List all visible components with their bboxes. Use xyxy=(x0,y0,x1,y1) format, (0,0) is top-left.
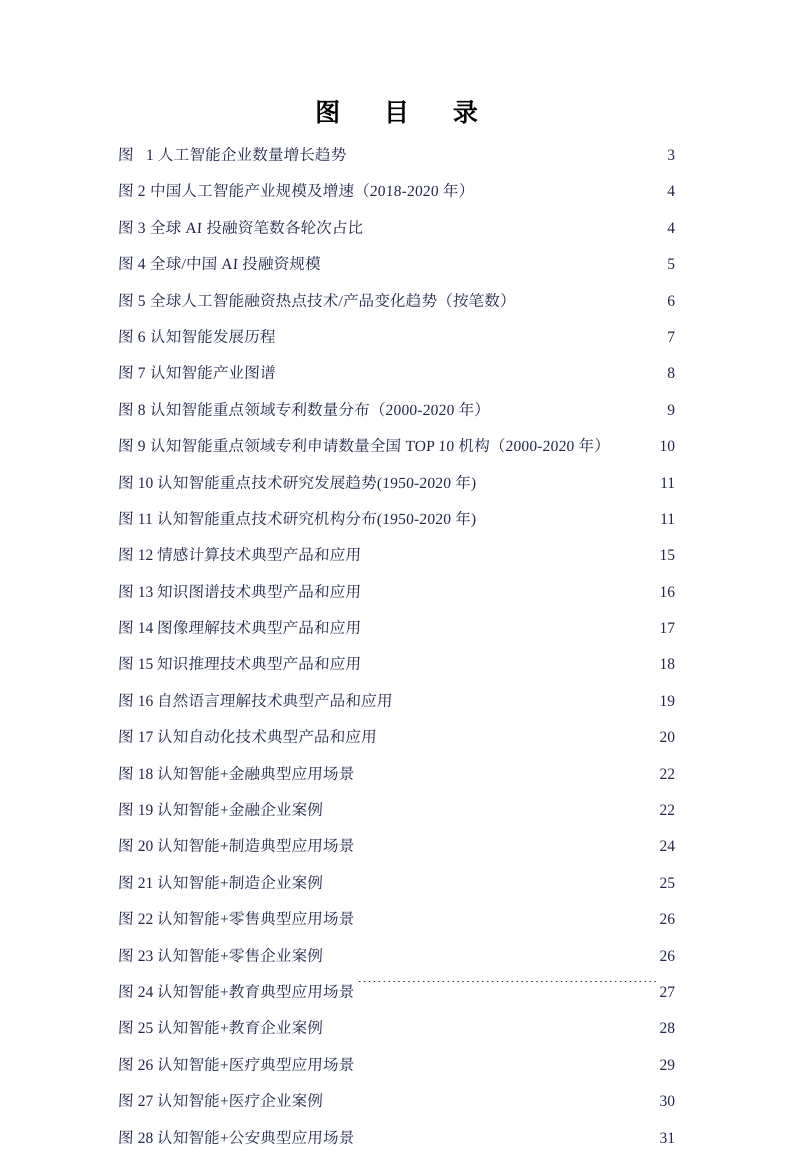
toc-entry-number: 2 xyxy=(137,183,146,201)
toc-entry-title: 认知智能重点领域专利申请数量全国 TOP 10 机构（2000-2020 年） xyxy=(149,438,610,456)
toc-entry-label xyxy=(118,793,323,829)
toc-entry-prefix: 图 xyxy=(118,510,135,528)
page-title: 图 目 录 xyxy=(315,99,488,127)
toc-dot-leader xyxy=(364,581,657,597)
toc-entry-title: 认知智能产业图谱 xyxy=(149,365,276,383)
toc-entry[interactable] xyxy=(118,138,675,174)
toc-entry-title: 认知智能+医疗典型应用场景 xyxy=(156,1056,356,1074)
toc-page-number: 31 xyxy=(659,1129,675,1147)
toc-entry-prefix: 图 xyxy=(118,620,135,638)
toc-entry[interactable] xyxy=(118,247,675,283)
toc-entry-title: 认知智能+公安典型应用场景 xyxy=(156,1129,356,1147)
toc-entry[interactable] xyxy=(118,1121,675,1157)
toc-entry[interactable] xyxy=(118,684,675,720)
toc-entry-prefix: 图 xyxy=(118,1056,135,1074)
toc-page-number: 18 xyxy=(659,656,675,674)
toc-page-number: 28 xyxy=(659,1020,675,1038)
toc-entry-title: 全球/中国 AI 投融资规模 xyxy=(149,256,321,274)
toc-dot-leader xyxy=(278,326,657,342)
toc-entry-title: 认知智能+零售典型应用场景 xyxy=(156,911,356,929)
toc-entry[interactable] xyxy=(118,975,675,1011)
toc-entry-label xyxy=(118,647,361,683)
toc-entry-number: 23 xyxy=(137,947,154,965)
toc-page-number: 3 xyxy=(667,147,675,164)
toc-entry[interactable] xyxy=(118,611,675,647)
toc-dot-leader xyxy=(326,1091,657,1107)
toc-entry-title: 认知智能+教育企业案例 xyxy=(156,1020,324,1038)
toc-page-number: 25 xyxy=(659,874,675,892)
toc-entry-label xyxy=(118,502,476,538)
toc-dot-leader xyxy=(358,909,657,925)
toc-page-number: 19 xyxy=(659,692,675,710)
toc-page-number: 27 xyxy=(659,983,675,1001)
toc-entry-prefix: 图 xyxy=(118,438,135,456)
toc-entry[interactable] xyxy=(118,866,675,902)
toc-entry-label xyxy=(118,684,393,720)
toc-entry-prefix: 图 xyxy=(118,874,135,892)
toc-page-number: 22 xyxy=(659,765,675,783)
toc-entry-prefix: 图 xyxy=(118,147,135,164)
toc-entry-label xyxy=(118,247,320,283)
toc-entry[interactable] xyxy=(118,1048,675,1084)
toc-entry[interactable] xyxy=(118,720,675,756)
toc-entry-number: 26 xyxy=(137,1056,154,1074)
toc-entry-number: 19 xyxy=(137,802,154,820)
toc-entry-label xyxy=(118,866,323,902)
toc-entry-title: 情感计算技术典型产品和应用 xyxy=(156,547,362,565)
toc-page-number: 16 xyxy=(659,583,675,601)
toc-entry[interactable] xyxy=(118,211,675,247)
toc-entry-title: 认知自动化技术典型产品和应用 xyxy=(156,729,378,747)
toc-entry-title: 认知智能重点技术研究机构分布(1950-2020 年) xyxy=(156,510,477,528)
toc-entry-number: 24 xyxy=(137,983,154,1001)
toc-entry-number: 1 xyxy=(145,147,154,164)
toc-entry-number: 12 xyxy=(137,547,154,565)
toc-entry-prefix: 图 xyxy=(118,474,135,492)
toc-dot-leader xyxy=(323,254,657,270)
toc-entry-label xyxy=(118,138,346,174)
toc-dot-leader xyxy=(493,399,657,415)
toc-page-number: 24 xyxy=(659,838,675,856)
toc-entry-title: 人工智能企业数量增长趋势 xyxy=(157,147,347,164)
toc-dot-leader xyxy=(364,545,657,561)
toc-page-number: 8 xyxy=(667,365,675,383)
toc-dot-leader xyxy=(479,508,657,524)
toc-entry-number: 16 xyxy=(137,692,154,710)
toc-entry-label xyxy=(118,320,275,356)
toc-entry-title: 中国人工智能产业规模及增速（2018-2020 年） xyxy=(149,183,475,201)
toc-entry-label xyxy=(118,720,377,756)
toc-entry-gap xyxy=(134,147,146,164)
toc-entry-label xyxy=(118,538,361,574)
toc-entry-number: 21 xyxy=(137,874,154,892)
toc-dot-leader xyxy=(613,436,658,452)
toc-dot-leader xyxy=(380,727,657,743)
toc-entry-number: 11 xyxy=(137,510,153,528)
toc-entry-title: 全球 AI 投融资笔数各轮次占比 xyxy=(149,219,364,237)
toc-entry-prefix: 图 xyxy=(118,547,135,565)
toc-entry[interactable] xyxy=(118,320,675,356)
toc-dot-leader xyxy=(364,618,657,634)
toc-dot-leader xyxy=(358,763,657,779)
toc-entry-label xyxy=(118,284,515,320)
toc-entry-prefix: 图 xyxy=(118,401,135,419)
toc-entry-prefix: 图 xyxy=(118,765,135,783)
toc-entry-prefix: 图 xyxy=(118,1020,135,1038)
toc-page-number: 5 xyxy=(667,256,675,274)
toc-entry-title: 认知智能+医疗企业案例 xyxy=(156,1093,324,1111)
toc-page-number: 4 xyxy=(667,219,675,237)
toc-entry[interactable] xyxy=(118,575,675,611)
toc-entry-title: 认知智能+零售企业案例 xyxy=(156,947,324,965)
toc-entry[interactable] xyxy=(118,502,675,538)
toc-entry-number: 25 xyxy=(137,1020,154,1038)
toc-page-number: 29 xyxy=(659,1056,675,1074)
toc-entry-label xyxy=(118,393,490,429)
toc-page-number: 17 xyxy=(659,620,675,638)
toc-dot-leader xyxy=(278,363,657,379)
toc-dot-leader xyxy=(518,290,657,306)
toc-entry-number: 13 xyxy=(137,583,154,601)
toc-entry[interactable] xyxy=(118,284,675,320)
toc-entry-prefix: 图 xyxy=(118,292,135,310)
toc-entry-label xyxy=(118,575,361,611)
toc-entry-number: 28 xyxy=(137,1129,154,1147)
toc-entry-number: 14 xyxy=(137,620,154,638)
toc-page-number: 22 xyxy=(659,802,675,820)
toc-dot-leader xyxy=(326,1018,657,1034)
toc-entry-number: 27 xyxy=(137,1093,154,1111)
toc-page-number: 11 xyxy=(660,474,675,492)
toc-entry-number: 22 xyxy=(137,911,154,929)
toc-entry-label xyxy=(118,757,355,793)
toc-dot-leader xyxy=(477,181,657,197)
toc-entry-prefix: 图 xyxy=(118,219,135,237)
toc-entry[interactable] xyxy=(118,1084,675,1120)
toc-entry[interactable] xyxy=(118,174,675,210)
toc-entry-number: 7 xyxy=(137,365,146,383)
toc-entry-prefix: 图 xyxy=(118,183,135,201)
toc-entry[interactable] xyxy=(118,356,675,392)
toc-entry-title: 认知智能+制造企业案例 xyxy=(156,874,324,892)
toc-entry-label xyxy=(118,174,474,210)
toc-dot-leader xyxy=(396,690,657,706)
toc-page-number: 30 xyxy=(659,1093,675,1111)
toc-entry[interactable] xyxy=(118,1011,675,1047)
toc-entry-number: 5 xyxy=(137,292,146,310)
toc-entry-prefix: 图 xyxy=(118,656,135,674)
toc-entry-prefix: 图 xyxy=(118,1093,135,1111)
toc-entry-prefix: 图 xyxy=(118,983,135,1001)
toc-entry-label xyxy=(118,429,610,465)
toc-entry-title: 认知智能重点领域专利数量分布（2000-2020 年） xyxy=(149,401,491,419)
toc-page-number: 26 xyxy=(659,911,675,929)
toc-entry-label xyxy=(118,1011,323,1047)
toc-dot-leader xyxy=(358,981,657,997)
toc-entry-number: 17 xyxy=(137,729,154,747)
toc-entry-number: 20 xyxy=(137,838,154,856)
toc-entry-prefix: 图 xyxy=(118,911,135,929)
toc-entry-prefix: 图 xyxy=(118,838,135,856)
toc-entry-prefix: 图 xyxy=(118,365,135,383)
toc-dot-leader xyxy=(358,1054,657,1070)
toc-entry-title: 认知智能+教育典型应用场景 xyxy=(156,983,356,1001)
toc-entry[interactable] xyxy=(118,393,675,429)
toc-entry-number: 9 xyxy=(137,438,146,456)
toc-entry-title: 自然语言理解技术典型产品和应用 xyxy=(156,692,394,710)
toc-dot-leader xyxy=(358,836,657,852)
toc-entry[interactable] xyxy=(118,538,675,574)
toc-entry-label xyxy=(118,975,355,1011)
toc-page-number: 7 xyxy=(667,328,675,346)
toc-dot-leader xyxy=(326,945,657,961)
toc-entry-list xyxy=(118,138,675,1157)
toc-entry-prefix: 图 xyxy=(118,729,135,747)
toc-entry-label xyxy=(118,611,361,647)
toc-entry-title: 认知智能重点技术研究发展趋势(1950-2020 年) xyxy=(156,474,478,492)
toc-entry-title: 知识推理技术典型产品和应用 xyxy=(156,656,362,674)
toc-entry-title: 知识图谱技术典型产品和应用 xyxy=(156,583,362,601)
toc-dot-leader xyxy=(364,654,657,670)
toc-dot-leader xyxy=(349,145,657,161)
toc-entry-number: 4 xyxy=(137,256,146,274)
toc-page-number: 9 xyxy=(667,401,675,419)
toc-entry-title: 认知智能+金融企业案例 xyxy=(156,802,324,820)
toc-entry-prefix: 图 xyxy=(118,947,135,965)
toc-page-number: 26 xyxy=(659,947,675,965)
toc-entry-title: 认知智能+制造典型应用场景 xyxy=(156,838,356,856)
toc-entry[interactable] xyxy=(118,466,675,502)
toc-entry-prefix: 图 xyxy=(118,328,135,346)
toc-entry-number: 18 xyxy=(137,765,154,783)
toc-entry-prefix: 图 xyxy=(118,802,135,820)
toc-entry-label xyxy=(118,1048,355,1084)
toc-entry[interactable] xyxy=(118,429,675,465)
toc-dot-leader xyxy=(480,472,657,488)
toc-dot-leader xyxy=(358,1127,657,1143)
toc-entry-label xyxy=(118,1121,355,1157)
toc-entry-number: 10 xyxy=(137,474,154,492)
toc-dot-leader xyxy=(326,800,657,816)
toc-entry[interactable] xyxy=(118,757,675,793)
toc-entry-title: 认知智能+金融典型应用场景 xyxy=(156,765,356,783)
toc-entry[interactable] xyxy=(118,902,675,938)
toc-dot-leader xyxy=(366,217,657,233)
toc-entry-prefix: 图 xyxy=(118,256,135,274)
toc-page-number: 10 xyxy=(659,438,675,456)
toc-entry-prefix: 图 xyxy=(118,1129,135,1147)
toc-page-number: 6 xyxy=(667,292,675,310)
toc-entry-label xyxy=(118,211,363,247)
toc-dot-leader xyxy=(326,872,657,888)
toc-entry-label xyxy=(118,939,323,975)
toc-entry-number: 6 xyxy=(137,328,146,346)
toc-page-number: 11 xyxy=(660,510,675,528)
toc-page-number: 4 xyxy=(667,183,675,201)
toc-entry-number: 3 xyxy=(137,219,146,237)
toc-entry[interactable] xyxy=(118,939,675,975)
toc-entry-label xyxy=(118,466,477,502)
toc-entry-title: 认知智能发展历程 xyxy=(149,328,276,346)
toc-page-number: 20 xyxy=(659,729,675,747)
toc-entry-number: 15 xyxy=(137,656,154,674)
toc-entry-number: 8 xyxy=(137,401,146,419)
toc-entry-title: 全球人工智能融资热点技术/产品变化趋势（按笔数） xyxy=(149,292,516,310)
toc-page-number: 15 xyxy=(659,547,675,565)
toc-entry-prefix: 图 xyxy=(118,583,135,601)
toc-entry-label xyxy=(118,902,355,938)
toc-entry-label xyxy=(118,829,355,865)
toc-entry[interactable] xyxy=(118,829,675,865)
toc-entry-label xyxy=(118,1084,323,1120)
toc-entry[interactable] xyxy=(118,647,675,683)
toc-entry-label xyxy=(118,356,275,392)
toc-entry-title: 图像理解技术典型产品和应用 xyxy=(156,620,362,638)
toc-entry[interactable] xyxy=(118,793,675,829)
toc-entry-prefix: 图 xyxy=(118,692,135,710)
